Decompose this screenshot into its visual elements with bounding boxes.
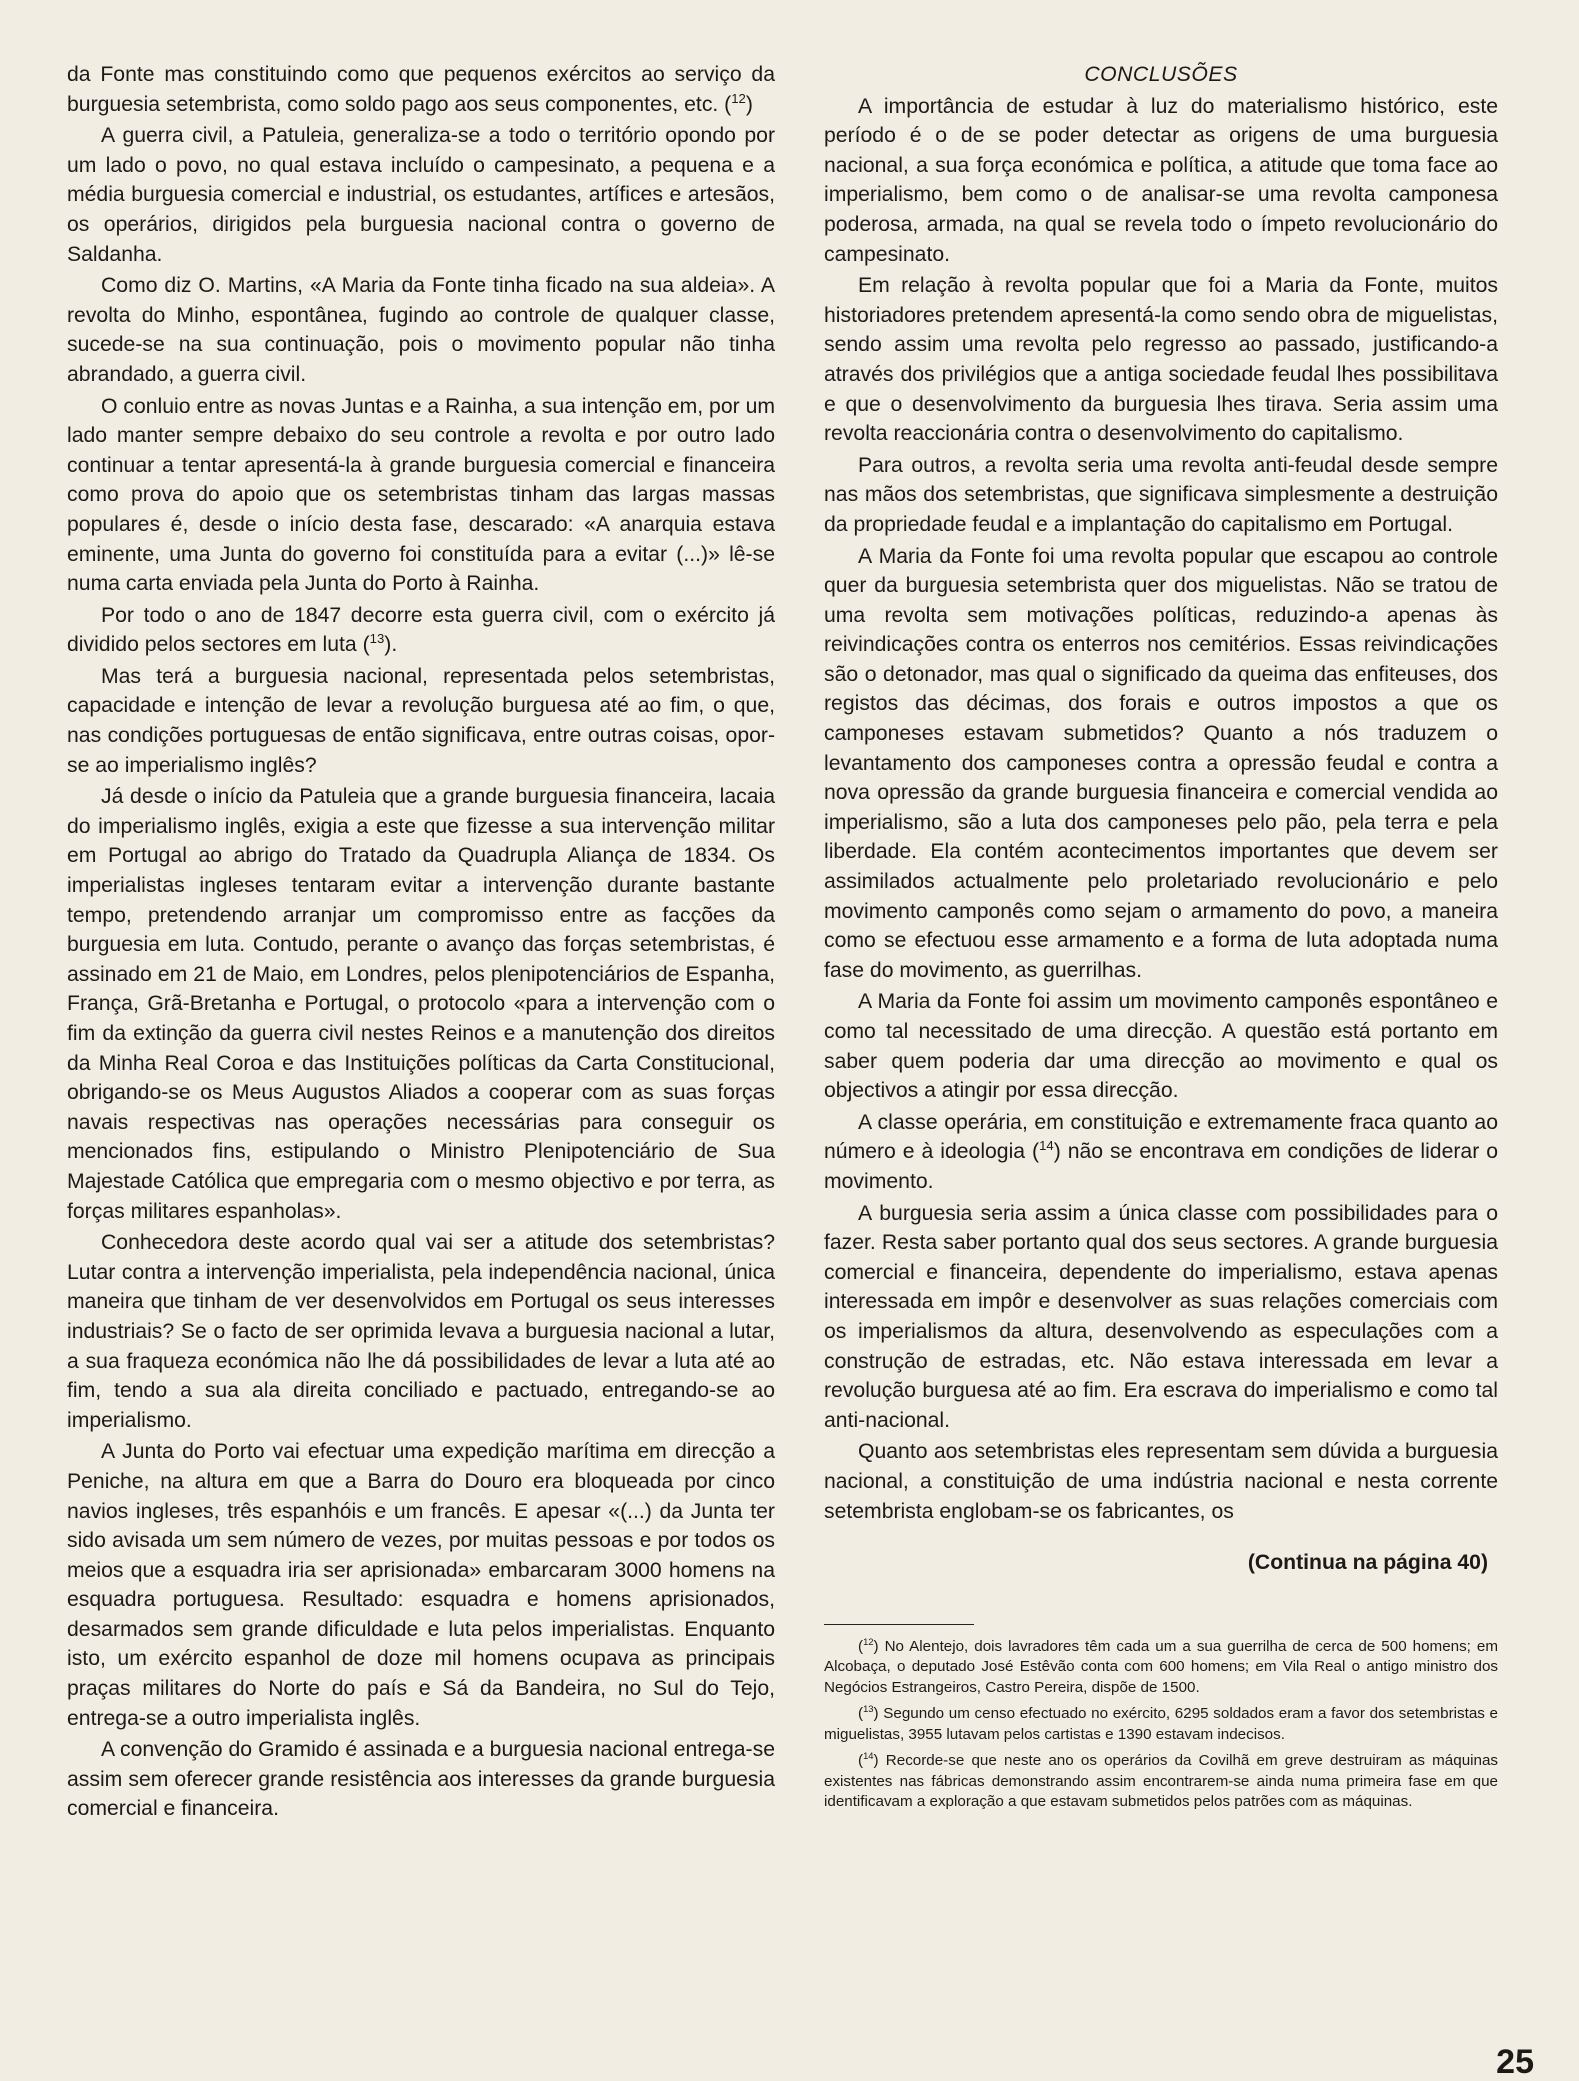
footnote: ($^{13}$) Segundo um censo efectuado no exército, 6295 soldados eram a favor dos setembristas e miguelistas, 3955 lutavam pelos cartistas e 1390 estavam indecisos. bbox=[824, 1703, 1498, 1743]
footnotes bbox=[824, 1637, 1498, 1813]
paragraph: A guerra civil, a Patuleia, generaliza-se a todo o território opondo por um lado o povo, no qual estava incluído o campesinato, a pequena e a média burguesia comercial e industrial, os estudantes, artífices e artesãos, os operários, dirigidos pela burguesia nacional contra o governo de Saldanha. bbox=[67, 124, 775, 266]
footnote-mark: 13 bbox=[863, 1703, 874, 1715]
continuation-link[interactable]: (Continua na página 40) bbox=[1247, 1551, 1488, 1575]
paragraph: Mas terá a burguesia nacional, representada pelos setembristas, capacidade e intenção de levar a revolução burguesa até ao fim, o que, nas condições portuguesas de então significava, entre outras coisas, opor-se ao imperialismo inglês? bbox=[67, 664, 775, 777]
paragraph: Para outros, a revolta seria uma revolta anti-feudal desde sempre nas mãos dos setembristas, que significava simplesmente a destruição da propriedade feudal e a implantação do capitalismo em Portugal. bbox=[824, 453, 1498, 536]
footnotes-divider bbox=[824, 1624, 974, 1625]
paragraph: da Fonte mas constituindo como que pequenos exércitos ao serviço da burguesia setembrista, como soldo pago aos seus componentes, etc. ($^{12}$) bbox=[67, 63, 775, 116]
section-heading: CONCLUSÕES bbox=[1084, 63, 1238, 86]
paragraph: A Junta do Porto vai efectuar uma expedição marítima em direcção a Peniche, na altura em que a Barra do Douro era bloqueada por cinco navios ingleses, três espanhóis e um francês. E apesar «(...) da Junta ter sido avisada um sem número de vezes, por muitas pessoas e por todos os meios que a esquadra iria ser aprisionada» embarcaram 3000 homens na esquadra portuguesa. Resultado: esquadra e homens aprisionados, desarmados sem grande dificuldade e luta pelos imperialistas. Enquanto isto, um exército espanhol de doze mil homens ocupava as principais praças militares do Norte do país e Sá da Bandeira, no Sul do Tejo, entrega-se a outro imperialista inglês. bbox=[67, 1440, 775, 1730]
paragraph: A Maria da Fonte foi assim um movimento camponês espontâneo e como tal necessitado de uma direcção. A questão está portanto em saber quem poderia dar uma direcção ao movimento e qual os objectivos a atingir por essa direcção. bbox=[824, 990, 1498, 1103]
footnote-ref[interactable]: 14 bbox=[1039, 1138, 1054, 1154]
right-column bbox=[824, 60, 1498, 1819]
footnote: ($^{14}$) Recorde-se que neste ano os operários da Covilhã em greve destruiram as máquinas existentes nas fábricas demonstrando assim encontrarem-se ainda numa primeira fase em que identificavam a exploração a que estavam submetidos pelos patrões com as máquinas. bbox=[824, 1750, 1498, 1811]
paragraph: A importância de estudar à luz do materialismo histórico, este período é o de se poder detectar as origens de uma burguesia nacional, a sua força económica e política, a atitude que toma face ao imperialismo, bem como o de analisar-se uma revolta camponesa poderosa, armada, na qual se revela todo o ímpeto revolucionário do campesinato. bbox=[824, 94, 1498, 266]
paragraph: A Maria da Fonte foi uma revolta popular que escapou ao controle quer da burguesia setembrista quer dos miguelistas. Não se tratou de uma revolta sem motivações políticas, reduzindo-a apenas às reivindicações contra os enterros nos cemitérios. Essas reivindicações são o detonador, mas qual o significado da queima das enfiteuses, dos registos das décimas, dos forais e outros impostos a que os camponeses estavam submetidos? Quanto a nós traduzem o levantamento dos camponeses contra a opressão feudal e contra a nova opressão da grande burguesia financeira e comercial vendida ao imperialismo, são a luta dos camponeses pelo pão, pela terra e pela liberdade. Ela contém acontecimentos importantes que devem ser assimilados actualmente pelo proletariado revolucionário e pelo movimento camponês como sejam o armamento do povo, a maneira como se efectuou esse armamento e a forma de luta adoptada numa fase do movimento, as guerrilhas. bbox=[824, 544, 1498, 982]
left-column bbox=[67, 60, 775, 1826]
paragraph: Em relação à revolta popular que foi a Maria da Fonte, muitos historiadores pretendem apresentá-la como sendo obra de miguelistas, sendo assim uma revolta pelo regresso ao passado, justificando-a através dos privilégios que a antiga sociedade feudal lhes possibilitava e que o desenvolvimento da burguesia lhes tirava. Seria assim uma revolta reaccionária contra o desenvolvimento do capitalismo. bbox=[824, 274, 1498, 446]
paragraph: A convenção do Gramido é assinada e a burguesia nacional entrega-se assim sem oferecer grande resistência aos interesses da grande burguesia comercial e financeira. bbox=[67, 1738, 775, 1821]
footnote-ref[interactable]: 12 bbox=[731, 90, 746, 106]
paragraph: Quanto aos setembristas eles representam sem dúvida a burguesia nacional, a constituição de uma indústria nacional e nesta corrente setembrista englobam-se os fabricantes, os bbox=[824, 1440, 1498, 1523]
paragraph: A classe operária, em constituição e extremamente fraca quanto ao número e à ideologia ($^{14}$) não se encontrava em condições de liderar o movimento. bbox=[824, 1110, 1498, 1193]
paragraph: Já desde o início da Patuleia que a grande burguesia financeira, lacaia do imperialismo inglês, exigia a este que fizesse a sua intervenção militar em Portugal ao abrigo do Tratado da Quadrupla Aliança de 1834. Os imperialistas ingleses tentaram evitar a intervenção durante bastante tempo, pretendendo arranjar um compromisso entre as facções da burguesia em luta. Contudo, perante o avanço das forças setembristas, é assinado em 21 de Maio, em Londres, pelos plenipotenciários de Espanha, França, Grã-Bretanha e Portugal, o protocolo «para a intervenção com o fim da extinção da guerra civil nestes Reinos e a manutenção dos direitos da Minha Real Coroa e das Instituições políticas da Carta Constitucional, obrigando-se os Meus Augustos Aliados a cooperar com as suas forças navais respectivas nas operações necessárias para conseguir os mencionados fins, estipulando o Ministro Plenipotenciário de Sua Majestade Católica que empregaria com o mesmo objectivo e por terra, as forças militares espanholas». bbox=[67, 785, 775, 1223]
paragraph: O conluio entre as novas Juntas e a Rainha, a sua intenção em, por um lado manter sempre debaixo do seu controle a revolta e por outro lado continuar a tentar apresentá-la à grande burguesia comercial e financeira como prova do apoio que os setembristas tinham das largas massas populares é, desde o início desta fase, descarado: «A anarquia estava eminente, uma Junta do governo foi constituída para a evitar (...)» lê-se numa carta enviada pela Junta do Porto à Rainha. bbox=[67, 394, 775, 596]
paragraph: A burguesia seria assim a única classe com possibilidades para o fazer. Resta saber portanto qual dos seus sectores. A grande burguesia comercial e financeira, dependente do imperialismo, estava apenas interessada em impôr e desenvolver as suas relações comerciais com os imperialismos da altura, desenvolvendo as especulações com a construção de estradas, etc. Não estava interessada em levar a revolução burguesa até ao fim. Era escrava do imperialismo e como tal anti-nacional. bbox=[824, 1201, 1498, 1432]
paragraph: Conhecedora deste acordo qual vai ser a atitude dos setembristas? Lutar contra a intervenção imperialista, pela independência nacional, única maneira que tinham de ver desenvolvidos em Portugal os seus interesses industriais? Se o facto de ser oprimida levava a burguesia nacional a lutar, a sua fraqueza económica não lhe dá possibilidades de levar a luta até ao fim, tendo a sua ala direita conciliado e pactuado, entregando-se ao imperialismo. bbox=[67, 1231, 775, 1432]
footnote-mark: 14 bbox=[863, 1750, 874, 1762]
paragraph: Como diz O. Martins, «A Maria da Fonte tinha ficado na sua aldeia». A revolta do Minho, espontânea, fugindo ao controle de qualquer classe, sucede-se na sua continuação, pois o movimento popular não tinha abrandado, a guerra civil. bbox=[67, 274, 775, 386]
footnote-ref[interactable]: 13 bbox=[369, 631, 385, 647]
footnote-mark: 12 bbox=[863, 1635, 874, 1647]
footnote: ($^{12}$) No Alentejo, dois lavradores têm cada um a sua guerrilha de cerca de 500 homens; em Alcobaça, o deputado José Estêvão conta com 600 homens; em Vila Real o antigo ministro dos Negócios Estrangeiros, Castro Pereira, dispõe de 1500. bbox=[824, 1635, 1498, 1696]
page-number: 25 bbox=[1496, 2043, 1534, 2081]
paragraph: Por todo o ano de 1847 decorre esta guerra civil, com o exército já dividido pelos sectores em luta ($^{13}$). bbox=[67, 603, 775, 657]
